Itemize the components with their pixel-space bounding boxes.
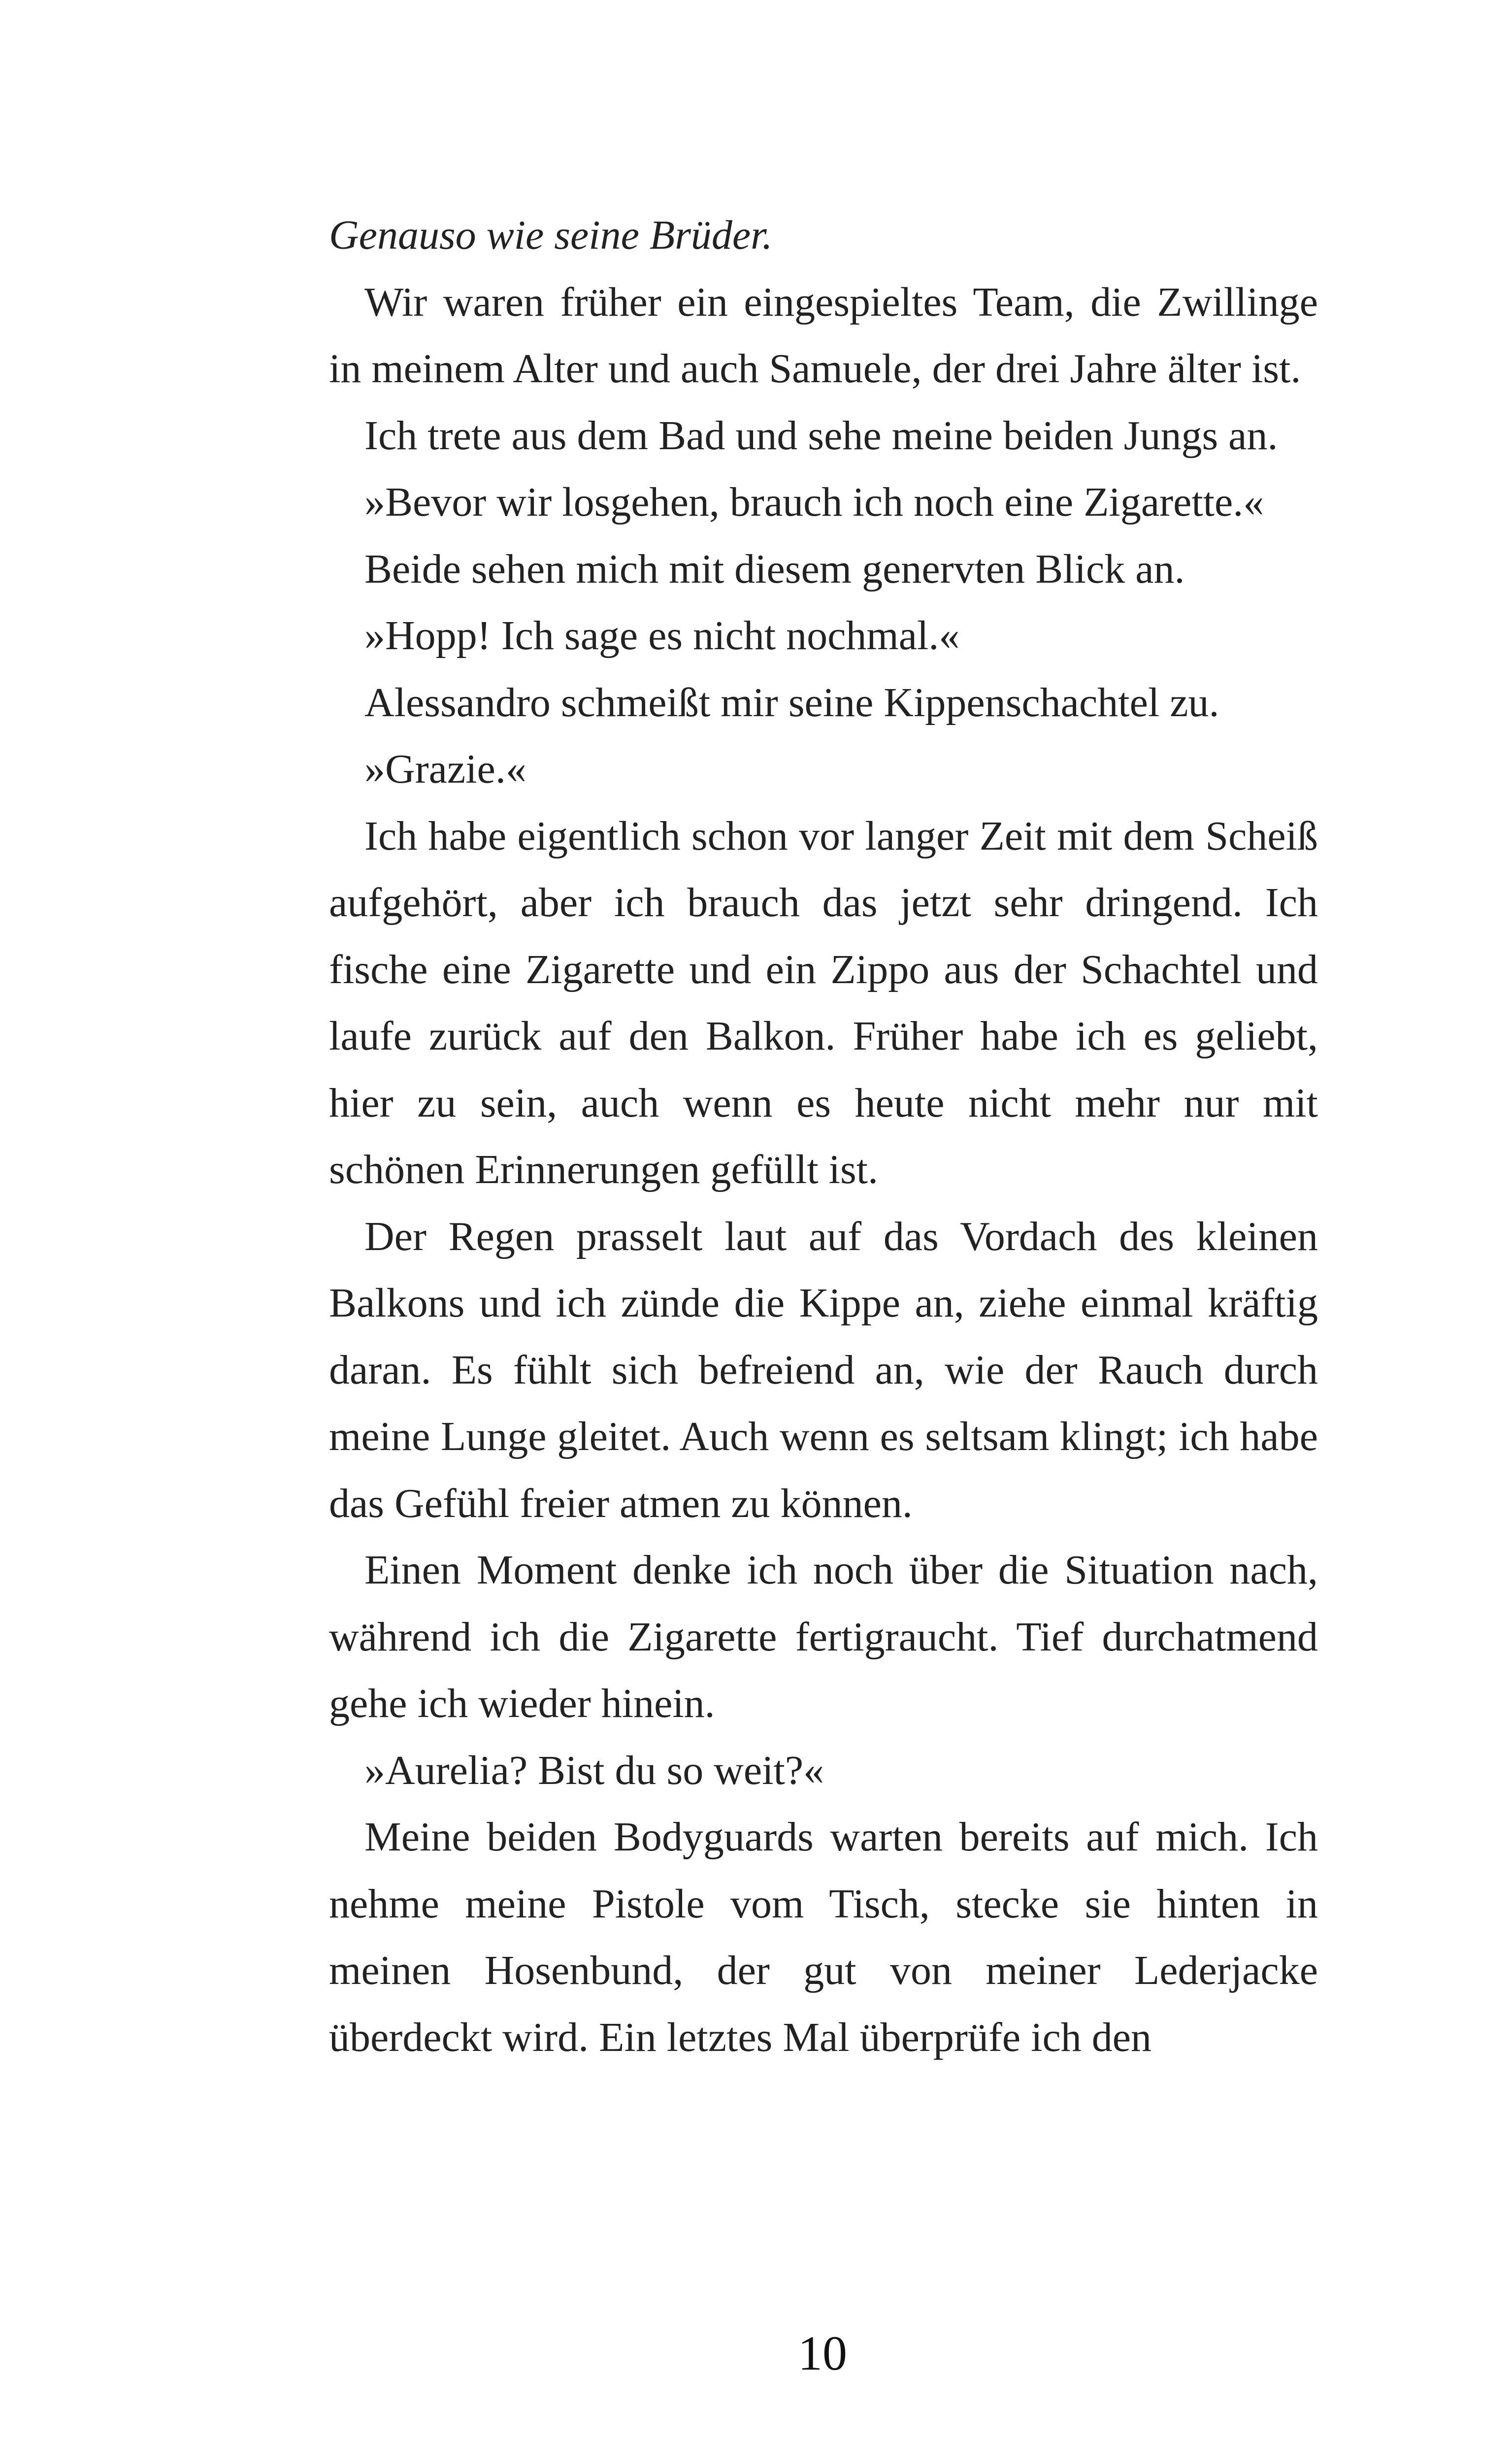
paragraph: Ich habe eigentlich schon vor langer Zeit mit dem Scheiß aufgehört, aber ich brauch das jetzt sehr dringend. Ich fische eine Zigarette und ein Zippo aus der Schachtel und laufe zurück auf den Balkon. Früher habe ich es geliebt, hier zu sein, auch wenn es heute nicht mehr nur mit schönen Erinnerungen gefüllt ist. (329, 813, 1318, 1192)
paragraph: »Bevor wir losgehen, brauch ich noch eine Zigarette.« (364, 479, 1264, 525)
paragraph: Beide sehen mich mit diesem genervten Blick an. (364, 546, 1185, 592)
paragraph: Der Regen prasselt laut auf das Vordach des kleinen Balkons und ich zünde die Kippe an, ziehe einmal kräftig daran. Es fühlt sich befreiend an, wie der Rauch durch meine Lunge gleitet. Auch wenn es seltsam klingt; ich habe das Gefühl freier atmen zu können. (329, 1213, 1318, 1526)
paragraph: Alessandro schmeißt mir seine Kippenschachtel zu. (364, 679, 1219, 726)
paragraph: Ich trete aus dem Bad und sehe meine beiden Jungs an. (364, 412, 1278, 459)
page-number: 10 (798, 2326, 847, 2380)
paragraph: Genauso wie seine Brüder. (329, 212, 773, 258)
paragraph: »Hopp! Ich sage es nicht nochmal.« (364, 613, 960, 659)
paragraph: »Aurelia? Bist du so weit?« (364, 1747, 824, 1793)
paragraph: »Grazie.« (364, 746, 526, 792)
body-text (329, 202, 1318, 2071)
paragraph: Meine beiden Bodyguards warten bereits auf mich. Ich nehme meine Pistole vom Tisch, stecke sie hinten in meinen Hosenbund, der gut von meiner Lederjacke überdeckt wird. Ein letztes Mal überprüfe ich den (329, 1814, 1318, 2060)
paragraph: Wir waren früher ein eingespieltes Team, die Zwillinge in meinem Alter und auch Samuele, der drei Jahre älter ist. (329, 279, 1318, 392)
paragraph: Einen Moment denke ich noch über die Situation nach, während ich die Zigarette fertigraucht. Tief durchatmend gehe ich wieder hinein. (329, 1547, 1318, 1726)
